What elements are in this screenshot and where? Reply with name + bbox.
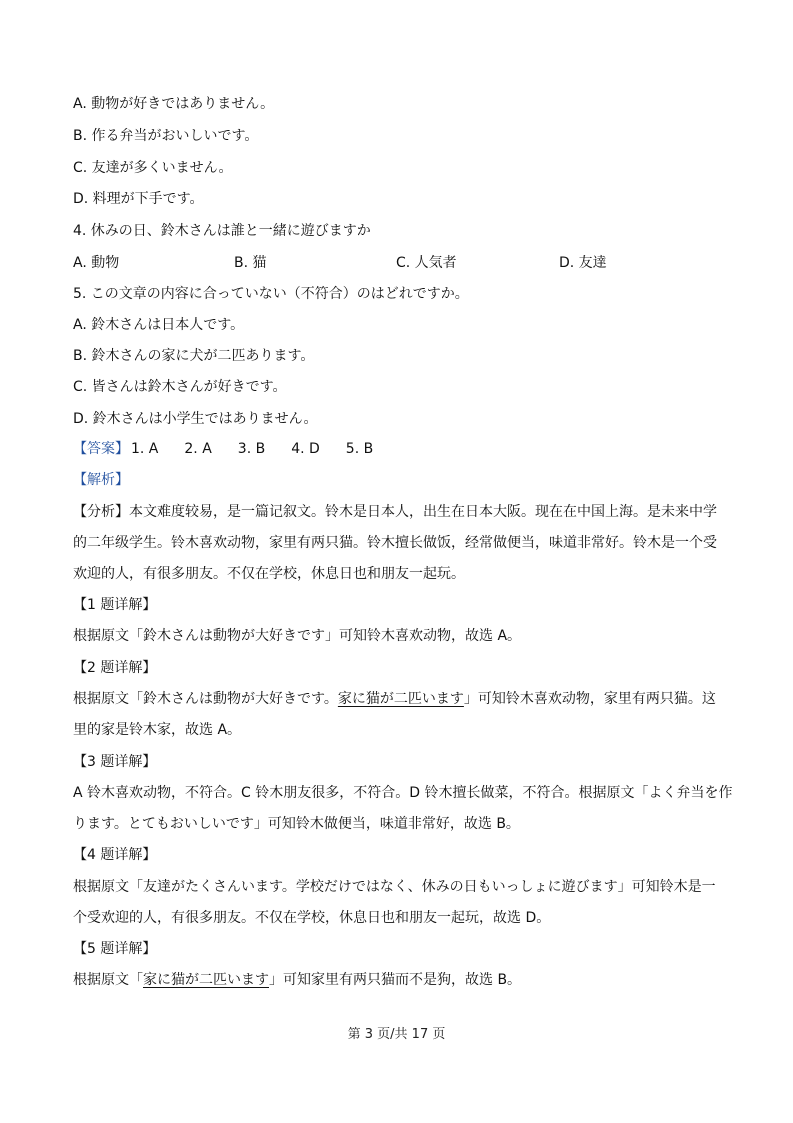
q5-option-a: A. 鈴木さんは日本人です。 xyxy=(73,317,245,333)
detail-2-post: 」可知铃木喜欢动物，家里有两只猫。这 xyxy=(463,691,716,707)
q4-option-b: B. 猫 xyxy=(234,255,267,271)
detail-2-line-2: 里的家是铃木家，故选 A。 xyxy=(73,722,242,738)
analysis-label: 【解析】 xyxy=(73,472,129,488)
answer-item: 3. B xyxy=(237,441,266,457)
page-footer: 第 3 页/共 17 页 xyxy=(347,1027,446,1042)
q3-option-d: D. 料理が下手です。 xyxy=(73,191,204,207)
fenxi-label: 【分析】 xyxy=(73,504,129,520)
q5-option-c: C. 皆さんは鈴木さんが好きです。 xyxy=(73,379,287,395)
fenxi-text: 本文难度较易，是一篇记叙文。铃木是日本人，出生在日本大阪。现在在中国上海。是未来中学 xyxy=(129,504,717,520)
answer-item: 4. D xyxy=(291,441,320,457)
q4-option-c: C. 人気者 xyxy=(396,255,457,271)
detail-5-line-1 xyxy=(73,970,521,990)
detail-5-post: 」可知家里有两只猫而不是狗，故选 B。 xyxy=(269,972,522,988)
detail-5-pre: 根据原文「 xyxy=(73,972,143,988)
answer-item: 5. B xyxy=(345,441,374,457)
detail-1-text: 根据原文「鈴木さんは動物が大好きです」可知铃木喜欢动物，故选 A。 xyxy=(73,628,522,644)
detail-5-label: 【5 题详解】 xyxy=(73,941,157,957)
fenxi-line-2: 的二年级学生。铃木喜欢动物，家里有两只猫。铃木擅长做饭，经常做便当，味道非常好。铃木是一个受 xyxy=(73,535,717,551)
q3-option-a: A. 動物が好きではありません。 xyxy=(73,96,275,112)
q4-option-a: A. 動物 xyxy=(73,255,120,271)
fenxi-line-3: 欢迎的人，有很多朋友。不仅在学校，休息日也和朋友一起玩。 xyxy=(73,566,465,582)
detail-2-label: 【2 题详解】 xyxy=(73,660,157,676)
q3-option-c: C. 友達が多くいません。 xyxy=(73,160,233,176)
detail-4-line-1: 根据原文「友達がたくさんいます。学校だけではなく、休みの日もいっしょに遊びます」可知铃木是一 xyxy=(73,879,716,895)
detail-2-pre: 根据原文「鈴木さんは動物が大好きです。 xyxy=(73,691,338,707)
detail-4-line-2: 个受欢迎的人，有很多朋友。不仅在学校，休息日也和朋友一起玩，故选 D。 xyxy=(73,910,551,926)
detail-2-line-1 xyxy=(73,689,716,709)
q4-question: 4. 休みの日、鈴木さんは誰と一緒に遊びますか xyxy=(73,223,371,239)
detail-3-line-2: ります。とてもおいしいです」可知铃木做便当，味道非常好，故选 B。 xyxy=(73,816,520,832)
detail-5-underlined: 家に猫が二匹います xyxy=(143,972,269,988)
answer-item: 2. A xyxy=(184,441,212,457)
detail-1-label: 【1 题详解】 xyxy=(73,597,157,613)
answer-row xyxy=(73,439,373,459)
q5-option-b: B. 鈴木さんの家に犬が二匹あります。 xyxy=(73,348,315,364)
fenxi-line-1 xyxy=(73,502,717,522)
detail-3-line-1: A 铃木喜欢动物，不符合。C 铃木朋友很多，不符合。D 铃木擅长做菜，不符合。根据原文「よく弁当を作 xyxy=(73,785,733,801)
detail-2-underlined: 家に猫が二匹います xyxy=(337,691,464,707)
q5-question: 5. この文章の内容に合っていない（不符合）のはどれですか。 xyxy=(73,286,469,302)
q5-option-d: D. 鈴木さんは小学生ではありません。 xyxy=(73,411,318,427)
q4-option-d: D. 友達 xyxy=(559,255,607,271)
detail-3-label: 【3 题详解】 xyxy=(73,754,157,770)
answer-label: 【答案】 xyxy=(73,441,129,457)
q3-option-b: B. 作る弁当がおいしいです。 xyxy=(73,128,259,144)
detail-4-label: 【4 题详解】 xyxy=(73,847,157,863)
answer-item: 1. A xyxy=(131,441,159,457)
